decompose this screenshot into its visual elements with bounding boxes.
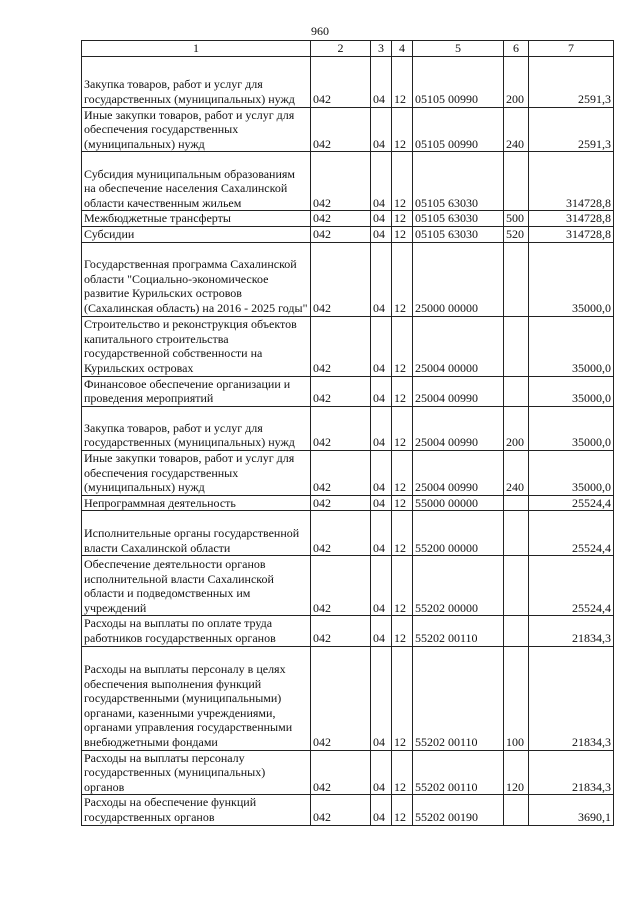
table-row bbox=[82, 56, 614, 107]
row-code-5: 25004 00000 bbox=[413, 316, 504, 376]
row-name: Финансовое обеспечение организации и проведения мероприятий bbox=[82, 376, 311, 406]
row-amount: 21834,3 bbox=[529, 616, 614, 646]
row-code-6 bbox=[504, 795, 529, 825]
row-code-3: 04 bbox=[371, 556, 392, 616]
row-code-5: 05105 00990 bbox=[413, 107, 504, 152]
header-row bbox=[82, 41, 614, 57]
row-code-5: 55200 00000 bbox=[413, 511, 504, 556]
header-col-5: 5 bbox=[413, 41, 504, 57]
row-code-6: 200 bbox=[504, 406, 529, 450]
row-amount: 314728,8 bbox=[529, 152, 614, 211]
row-name: Иные закупки товаров, работ и услуг для обеспечения государственных (муниципальных) нужд bbox=[82, 107, 311, 152]
row-amount: 21834,3 bbox=[529, 646, 614, 750]
row-code-2: 042 bbox=[311, 616, 371, 646]
header-col-7: 7 bbox=[529, 41, 614, 57]
row-code-3: 04 bbox=[371, 750, 392, 795]
row-code-4: 12 bbox=[392, 750, 413, 795]
row-code-6 bbox=[504, 152, 529, 211]
row-code-2: 042 bbox=[311, 56, 371, 107]
row-code-3: 04 bbox=[371, 795, 392, 825]
row-code-5: 55202 00190 bbox=[413, 795, 504, 825]
row-name: Закупка товаров, работ и услуг для государственных (муниципальных) нужд bbox=[82, 406, 311, 450]
row-code-3: 04 bbox=[371, 511, 392, 556]
row-code-3: 04 bbox=[371, 495, 392, 511]
table-row bbox=[82, 226, 614, 242]
row-code-5: 55000 00000 bbox=[413, 495, 504, 511]
row-code-3: 04 bbox=[371, 616, 392, 646]
row-code-5: 05105 63030 bbox=[413, 152, 504, 211]
table-row bbox=[82, 616, 614, 646]
page-number: 960 bbox=[311, 24, 329, 38]
row-code-6: 240 bbox=[504, 107, 529, 152]
row-amount: 314728,8 bbox=[529, 226, 614, 242]
row-amount: 35000,0 bbox=[529, 450, 614, 495]
row-code-5: 25004 00990 bbox=[413, 406, 504, 450]
row-name: Субсидия муниципальным образованиям на обеспечение населения Сахалинской области качественным жильем bbox=[82, 152, 311, 211]
row-code-5: 55202 00110 bbox=[413, 616, 504, 646]
header-col-2: 2 bbox=[311, 41, 371, 57]
row-amount: 35000,0 bbox=[529, 376, 614, 406]
table-row bbox=[82, 316, 614, 376]
row-code-5: 55202 00000 bbox=[413, 556, 504, 616]
row-code-2: 042 bbox=[311, 316, 371, 376]
row-amount: 25524,4 bbox=[529, 495, 614, 511]
row-code-6: 100 bbox=[504, 646, 529, 750]
table-row bbox=[82, 750, 614, 795]
row-code-3: 04 bbox=[371, 226, 392, 242]
table-row bbox=[82, 107, 614, 152]
row-amount: 2591,3 bbox=[529, 56, 614, 107]
row-name: Иные закупки товаров, работ и услуг для обеспечения государственных (муниципальных) нужд bbox=[82, 450, 311, 495]
row-code-6: 200 bbox=[504, 56, 529, 107]
header-col-6: 6 bbox=[504, 41, 529, 57]
row-code-6: 520 bbox=[504, 226, 529, 242]
row-amount: 35000,0 bbox=[529, 242, 614, 316]
row-code-5: 25004 00990 bbox=[413, 376, 504, 406]
row-code-4: 12 bbox=[392, 450, 413, 495]
row-name: Строительство и реконструкция объектов капитального строительства государственной собственности на Курильских островах bbox=[82, 316, 311, 376]
row-amount: 2591,3 bbox=[529, 107, 614, 152]
header-col-3: 3 bbox=[371, 41, 392, 57]
row-code-2: 042 bbox=[311, 211, 371, 227]
row-name: Исполнительные органы государственной власти Сахалинской области bbox=[82, 511, 311, 556]
row-name: Расходы на выплаты персоналу в целях обеспечения выполнения функций государственными (муниципальными) органами, казенными учреждениями, органами управления государственными внебюджетными фондами bbox=[82, 646, 311, 750]
row-code-4: 12 bbox=[392, 56, 413, 107]
table-row bbox=[82, 556, 614, 616]
row-code-2: 042 bbox=[311, 376, 371, 406]
row-code-6: 120 bbox=[504, 750, 529, 795]
row-code-4: 12 bbox=[392, 376, 413, 406]
row-amount: 25524,4 bbox=[529, 511, 614, 556]
row-code-4: 12 bbox=[392, 107, 413, 152]
row-code-4: 12 bbox=[392, 406, 413, 450]
row-code-3: 04 bbox=[371, 450, 392, 495]
row-code-5: 55202 00110 bbox=[413, 750, 504, 795]
row-code-2: 042 bbox=[311, 556, 371, 616]
row-code-5: 25004 00990 bbox=[413, 450, 504, 495]
row-code-3: 04 bbox=[371, 211, 392, 227]
row-code-3: 04 bbox=[371, 316, 392, 376]
table-row bbox=[82, 646, 614, 750]
header-col-1: 1 bbox=[82, 41, 311, 57]
row-amount: 314728,8 bbox=[529, 211, 614, 227]
row-code-4: 12 bbox=[392, 795, 413, 825]
row-code-3: 04 bbox=[371, 646, 392, 750]
row-name: Закупка товаров, работ и услуг для государственных (муниципальных) нужд bbox=[82, 56, 311, 107]
row-code-6 bbox=[504, 242, 529, 316]
row-code-4: 12 bbox=[392, 495, 413, 511]
budget-table bbox=[81, 40, 614, 826]
table-row bbox=[82, 511, 614, 556]
table-row bbox=[82, 450, 614, 495]
table-row bbox=[82, 242, 614, 316]
row-name: Обеспечение деятельности органов исполнительной власти Сахалинской области и подведомственных им учреждений bbox=[82, 556, 311, 616]
row-code-4: 12 bbox=[392, 616, 413, 646]
row-code-4: 12 bbox=[392, 511, 413, 556]
row-code-5: 05105 63030 bbox=[413, 226, 504, 242]
row-code-2: 042 bbox=[311, 750, 371, 795]
row-code-4: 12 bbox=[392, 556, 413, 616]
table-row bbox=[82, 495, 614, 511]
row-name: Межбюджетные трансферты bbox=[82, 211, 311, 227]
row-code-4: 12 bbox=[392, 316, 413, 376]
row-amount: 21834,3 bbox=[529, 750, 614, 795]
table-row bbox=[82, 211, 614, 227]
row-name: Непрограммная деятельность bbox=[82, 495, 311, 511]
row-name: Государственная программа Сахалинской области "Социально-экономическое развитие Курильских островов (Сахалинская область) на 2016 - 2025 годы" bbox=[82, 242, 311, 316]
row-code-2: 042 bbox=[311, 152, 371, 211]
row-amount: 3690,1 bbox=[529, 795, 614, 825]
row-code-3: 04 bbox=[371, 107, 392, 152]
row-name: Расходы на выплаты по оплате труда работников государственных органов bbox=[82, 616, 311, 646]
row-amount: 35000,0 bbox=[529, 406, 614, 450]
row-code-6: 240 bbox=[504, 450, 529, 495]
row-code-6 bbox=[504, 556, 529, 616]
row-code-3: 04 bbox=[371, 376, 392, 406]
row-code-2: 042 bbox=[311, 646, 371, 750]
row-code-3: 04 bbox=[371, 56, 392, 107]
table-row bbox=[82, 152, 614, 211]
row-code-4: 12 bbox=[392, 242, 413, 316]
row-code-3: 04 bbox=[371, 152, 392, 211]
row-code-5: 55202 00110 bbox=[413, 646, 504, 750]
table-row bbox=[82, 376, 614, 406]
row-code-4: 12 bbox=[392, 152, 413, 211]
row-name: Расходы на выплаты персоналу государственных (муниципальных) органов bbox=[82, 750, 311, 795]
row-code-4: 12 bbox=[392, 226, 413, 242]
row-code-2: 042 bbox=[311, 795, 371, 825]
row-code-6 bbox=[504, 616, 529, 646]
row-code-2: 042 bbox=[311, 511, 371, 556]
row-code-2: 042 bbox=[311, 495, 371, 511]
row-code-6 bbox=[504, 376, 529, 406]
table-row bbox=[82, 795, 614, 825]
row-code-5: 25000 00000 bbox=[413, 242, 504, 316]
row-code-2: 042 bbox=[311, 107, 371, 152]
row-code-2: 042 bbox=[311, 226, 371, 242]
row-amount: 35000,0 bbox=[529, 316, 614, 376]
table-row bbox=[82, 406, 614, 450]
row-code-4: 12 bbox=[392, 646, 413, 750]
row-code-6 bbox=[504, 511, 529, 556]
row-code-6: 500 bbox=[504, 211, 529, 227]
row-amount: 25524,4 bbox=[529, 556, 614, 616]
row-code-5: 05105 00990 bbox=[413, 56, 504, 107]
row-code-5: 05105 63030 bbox=[413, 211, 504, 227]
row-code-6 bbox=[504, 316, 529, 376]
header-col-4: 4 bbox=[392, 41, 413, 57]
row-code-2: 042 bbox=[311, 406, 371, 450]
row-code-3: 04 bbox=[371, 242, 392, 316]
row-code-4: 12 bbox=[392, 211, 413, 227]
row-name: Расходы на обеспечение функций государственных органов bbox=[82, 795, 311, 825]
row-code-6 bbox=[504, 495, 529, 511]
row-code-2: 042 bbox=[311, 450, 371, 495]
row-name: Субсидии bbox=[82, 226, 311, 242]
row-code-2: 042 bbox=[311, 242, 371, 316]
row-code-3: 04 bbox=[371, 406, 392, 450]
